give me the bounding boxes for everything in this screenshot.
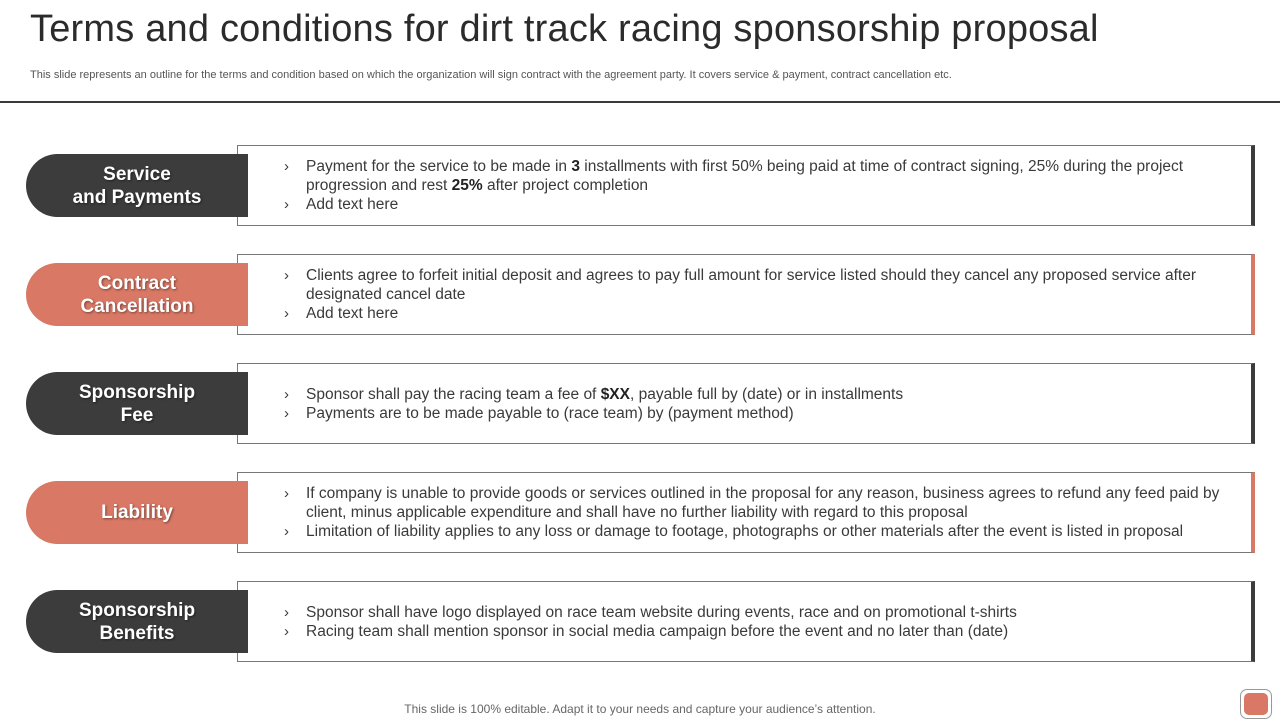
term-category-label bbox=[26, 263, 248, 326]
term-category-label bbox=[26, 154, 248, 217]
term-category-text: Contract Cancellation bbox=[80, 272, 194, 317]
term-row bbox=[26, 581, 1255, 662]
term-row bbox=[26, 145, 1255, 226]
bullet-item bbox=[284, 385, 1229, 404]
bullet-text: Sponsor shall pay the racing team a fee of bbox=[306, 385, 601, 403]
header-divider bbox=[0, 101, 1280, 103]
chevron-right-icon: › bbox=[284, 196, 289, 213]
bullet-text: , payable full by (date) or in installments bbox=[630, 385, 904, 403]
chevron-right-icon: › bbox=[284, 305, 289, 322]
chevron-right-icon: › bbox=[284, 523, 289, 540]
term-row bbox=[26, 472, 1255, 553]
chevron-right-icon: › bbox=[284, 622, 289, 640]
bullet-text: 25% bbox=[451, 177, 483, 194]
chevron-right-icon: › bbox=[284, 603, 289, 621]
footer-note: This slide is 100% editable. Adapt it to your needs and capture your audience’s attention. bbox=[404, 702, 876, 716]
bullet-item bbox=[284, 304, 1229, 323]
term-category-label bbox=[26, 372, 248, 435]
term-category-text: Service and Payments bbox=[72, 163, 202, 208]
chevron-right-icon: › bbox=[284, 404, 289, 422]
term-content-box bbox=[237, 145, 1255, 226]
bullet-text: Add text here bbox=[306, 305, 399, 322]
bullet-text: Add text here bbox=[306, 196, 399, 213]
term-content-box bbox=[237, 581, 1255, 662]
bullet-text: 3 bbox=[571, 158, 580, 175]
chevron-right-icon: › bbox=[284, 485, 289, 502]
term-content-box bbox=[237, 363, 1255, 444]
bullet-text: $XX bbox=[600, 385, 630, 403]
bullet-text: Limitation of liability applies to any loss or damage to footage, photographs or other materials after the event is listed in proposal bbox=[306, 523, 1184, 540]
term-row bbox=[26, 363, 1255, 444]
square-icon bbox=[1244, 693, 1268, 715]
term-content-box bbox=[237, 472, 1255, 553]
slide-nav-button[interactable] bbox=[1240, 689, 1272, 719]
term-category-text: Liability bbox=[101, 502, 173, 523]
bullet-text: Payment for the service to be made in bbox=[306, 158, 572, 175]
bullet-item bbox=[284, 266, 1229, 304]
bullet-item bbox=[284, 484, 1229, 522]
chevron-right-icon: › bbox=[284, 385, 289, 403]
bullet-item bbox=[284, 195, 1229, 214]
bullet-text: Racing team shall mention sponsor in social media campaign before the event and no later than (date) bbox=[306, 622, 1009, 640]
term-category-label bbox=[26, 481, 248, 544]
bullet-text: If company is unable to provide goods or services outlined in the proposal for any reason, business agrees to refund any feed paid by client, minus applicable expenditure and shall have no further liability with regard to this proposal bbox=[306, 485, 1220, 521]
bullet-text: installments with first 50% being paid at time of contract signing, 25% during the project progression and rest bbox=[306, 158, 1184, 194]
bullet-text: Clients agree to forfeit initial deposit and agrees to pay full amount for service listed should they cancel any proposed service after designated cancel date bbox=[306, 267, 1197, 303]
page-subtitle: This slide represents an outline for the terms and condition based on which the organization will sign contract with the agreement party. It covers service & payment, contract cancellation etc. bbox=[30, 69, 952, 81]
bullet-text: after project completion bbox=[482, 177, 649, 194]
term-category-label bbox=[26, 590, 248, 653]
bullet-item bbox=[284, 157, 1229, 195]
page-title: Terms and conditions for dirt track racing sponsorship proposal bbox=[30, 8, 1099, 50]
term-category-text: Sponsorship Fee bbox=[78, 381, 196, 426]
bullet-item bbox=[284, 622, 1229, 641]
bullet-text: Payments are to be made payable to (race team) by (payment method) bbox=[306, 404, 794, 422]
bullet-item bbox=[284, 603, 1229, 622]
term-category-text: Sponsorship Benefits bbox=[78, 599, 196, 644]
bullet-item bbox=[284, 522, 1229, 541]
term-row bbox=[26, 254, 1255, 335]
bullet-item bbox=[284, 404, 1229, 423]
chevron-right-icon: › bbox=[284, 158, 289, 175]
term-content-box bbox=[237, 254, 1255, 335]
chevron-right-icon: › bbox=[284, 267, 289, 284]
bullet-text: Sponsor shall have logo displayed on race team website during events, race and on promotional t-shirts bbox=[306, 603, 1017, 621]
